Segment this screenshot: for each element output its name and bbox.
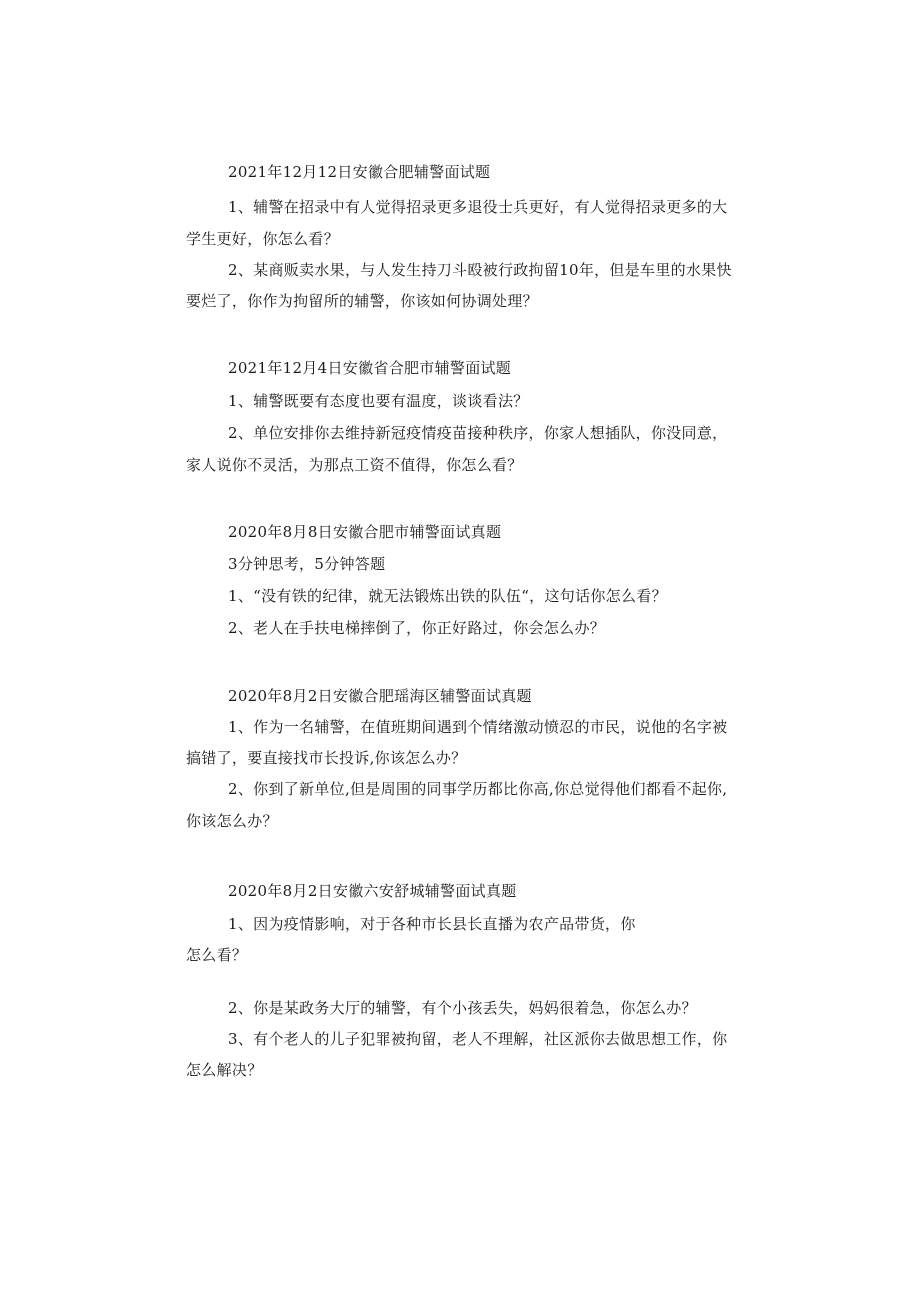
section-2-q1-line1: 1、辅警既要有态度也要有温度，谈谈看法？ bbox=[228, 392, 529, 410]
section-5-q2-line1: 2、你是某政务大厅的辅警，有个小孩丢失，妈妈很着急，你怎么办？ bbox=[228, 999, 697, 1017]
section-1-q2-line1: 2、某商贩卖水果，与人发生持刀斗殴被行政拘留10年，但是车里的水果快 bbox=[228, 261, 732, 279]
section-2-q2-line1: 2、单位安排你去维持新冠疫情疫苗接种秩序，你家人想插队，你没同意， bbox=[228, 424, 728, 442]
section-1-q2-line2: 要烂了，你作为拘留所的辅警，你该如何协调处理？ bbox=[186, 292, 538, 310]
section-3-note: 3分钟思考，5分钟答题 bbox=[228, 555, 386, 573]
section-5-q1-line1: 1、因为疫情影响，对于各种市长县长直播为农产品带货，你 bbox=[228, 915, 636, 933]
section-5-q3-line2: 怎么解决？ bbox=[186, 1061, 263, 1079]
section-5-q3-line1: 3、有个老人的儿子犯罪被拘留，老人不理解，社区派你去做思想工作，你 bbox=[228, 1030, 728, 1048]
section-2-q2-line2: 家人说你不灵活，为那点工资不值得，你怎么看？ bbox=[186, 456, 523, 474]
section-4-q1-line2: 搞错了，要直接找市长投诉,你该怎么办？ bbox=[186, 749, 467, 767]
section-4-q2-line1: 2、你到了新单位,但是周围的同事学历都比你高,你总觉得他们都看不起你, bbox=[228, 780, 728, 798]
section-5-q1-line2: 怎么看？ bbox=[186, 946, 248, 964]
section-5-title: 2020年8月2日安徽六安舒城辅警面试真题 bbox=[228, 882, 517, 900]
section-4-q2-line2: 你该怎么办？ bbox=[186, 812, 278, 830]
section-2-title: 2021年12月4日安徽省合肥市辅警面试题 bbox=[228, 359, 512, 377]
section-1-title: 2021年12月12日安徽合肥辅警面试题 bbox=[228, 163, 491, 181]
section-1-q1-line1: 1、辅警在招录中有人觉得招录更多退役士兵更好，有人觉得招录更多的大 bbox=[228, 198, 728, 216]
section-4-title: 2020年8月2日安徽合肥瑶海区辅警面试真题 bbox=[228, 687, 532, 705]
section-3-q2-line1: 2、老人在手扶电梯摔倒了，你正好路过，你会怎么办？ bbox=[228, 619, 606, 637]
section-4-q1-line1: 1、作为一名辅警，在值班期间遇到个情绪激动愤忍的市民，说他的名字被 bbox=[228, 718, 728, 736]
section-1-q1-line2: 学生更好，你怎么看？ bbox=[186, 230, 340, 248]
section-3-title: 2020年8月8日安徽合肥市辅警面试真题 bbox=[228, 523, 502, 541]
section-3-q1-line1: 1、“没有铁的纪律，就无法锻炼出铁的队伍“，这句话你怎么看？ bbox=[228, 587, 667, 605]
